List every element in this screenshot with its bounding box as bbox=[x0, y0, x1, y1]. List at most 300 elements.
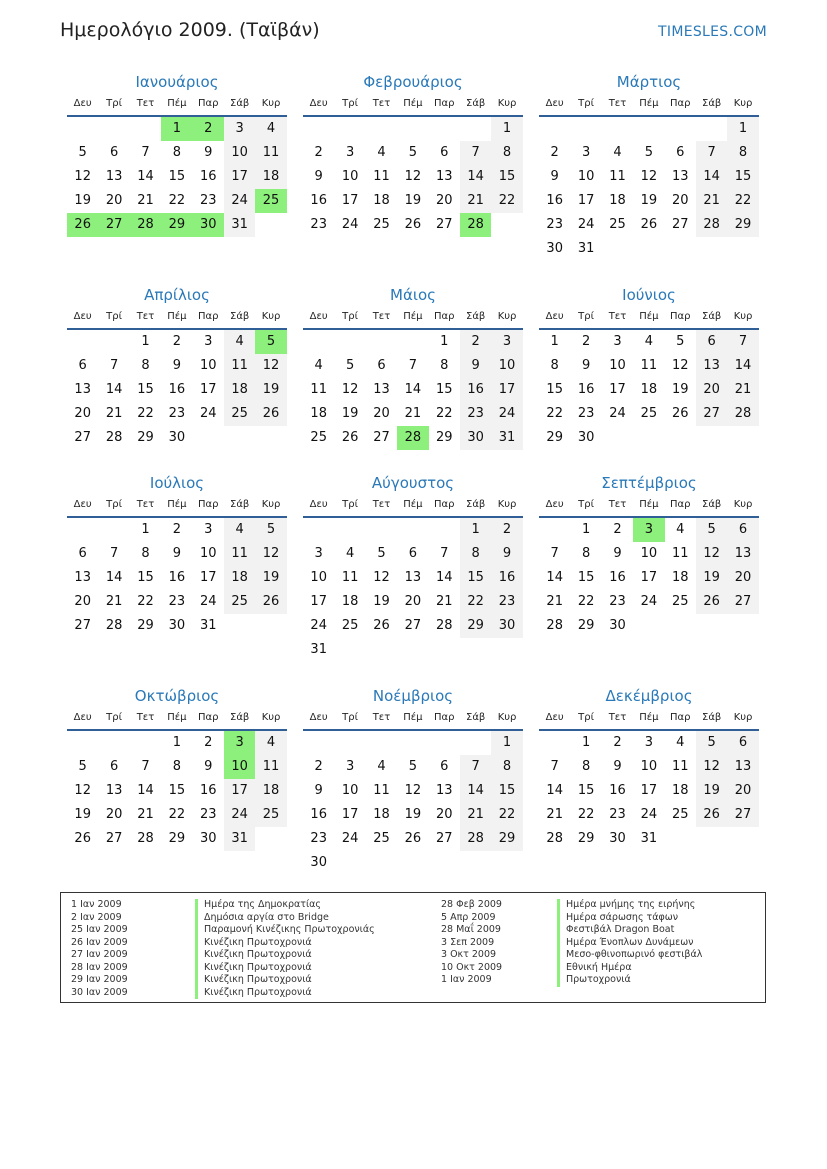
day: 22 bbox=[546, 406, 563, 421]
weekend-day: 13 bbox=[727, 542, 758, 566]
empty-day bbox=[366, 117, 397, 141]
week-row bbox=[303, 378, 523, 402]
weekday-label: Κυρ bbox=[261, 311, 281, 322]
empty-day bbox=[366, 330, 397, 354]
day: 23 bbox=[577, 406, 595, 421]
weekend-day: 23 bbox=[491, 590, 522, 614]
weekend-day: 15 bbox=[460, 566, 491, 590]
empty-day bbox=[366, 518, 397, 542]
day: 2 bbox=[172, 522, 181, 537]
weekend-day: 18 bbox=[224, 566, 255, 590]
weekday-label: Πέμ bbox=[403, 311, 423, 322]
day: 10 bbox=[577, 169, 595, 184]
day: 9 bbox=[172, 358, 181, 373]
day: 8 bbox=[550, 358, 559, 373]
holiday-date: 10 Οκτ 2009 bbox=[441, 961, 503, 973]
day: 20 bbox=[435, 193, 453, 208]
day: 29 bbox=[137, 430, 154, 445]
month-calendar bbox=[539, 685, 759, 851]
day: 15 bbox=[546, 382, 563, 397]
weekend-day: 19 bbox=[696, 779, 727, 803]
empty-day bbox=[727, 614, 758, 638]
weekday-header bbox=[67, 95, 287, 117]
empty-day bbox=[429, 518, 460, 542]
day: 2 bbox=[550, 145, 559, 160]
holiday-date: 27 Ιαν 2009 bbox=[71, 949, 128, 960]
weekend-day: 20 bbox=[727, 779, 758, 803]
month-name: Ιανουάριος bbox=[135, 73, 219, 91]
weekday-label: Τρί bbox=[578, 98, 594, 109]
weekday-label: Δευ bbox=[545, 712, 564, 723]
day: 20 bbox=[435, 807, 453, 822]
day: 17 bbox=[199, 570, 217, 585]
weekend-day: 7 bbox=[460, 755, 491, 779]
day: 21 bbox=[546, 594, 563, 609]
week-row bbox=[539, 803, 759, 827]
weekend-day: 11 bbox=[224, 354, 255, 378]
day: 10 bbox=[640, 546, 658, 561]
weekday-label: Δευ bbox=[309, 712, 328, 723]
day: 27 bbox=[373, 430, 390, 445]
day: 4 bbox=[676, 522, 685, 537]
week-row bbox=[539, 330, 759, 354]
weekend-day: 3 bbox=[491, 330, 522, 354]
day: 11 bbox=[373, 783, 390, 798]
empty-day bbox=[491, 213, 522, 237]
week-row bbox=[67, 779, 287, 803]
week-row bbox=[539, 590, 759, 614]
week-row bbox=[539, 614, 759, 638]
day: 26 bbox=[671, 406, 689, 421]
week-row bbox=[539, 237, 759, 261]
day: 29 bbox=[137, 618, 154, 633]
day: 27 bbox=[435, 831, 453, 846]
day: 13 bbox=[435, 169, 453, 184]
day: 16 bbox=[168, 382, 186, 397]
week-row bbox=[539, 117, 759, 141]
holiday-date: 3 Σεπ 2009 bbox=[441, 936, 495, 948]
weekend-day: 26 bbox=[255, 402, 286, 426]
week-row bbox=[539, 518, 759, 542]
weekend-day: 10 bbox=[224, 141, 255, 165]
day: 6 bbox=[440, 759, 449, 774]
weekend-day: 5 bbox=[696, 731, 727, 755]
weekday-label: Παρ bbox=[670, 499, 691, 510]
empty-day bbox=[397, 117, 428, 141]
weekday-label: Πέμ bbox=[639, 712, 659, 723]
day: 30 bbox=[577, 430, 595, 445]
day: 18 bbox=[373, 193, 390, 208]
weekend-day: 21 bbox=[460, 803, 491, 827]
day: 5 bbox=[408, 759, 417, 774]
weekday-label: Τρί bbox=[342, 499, 358, 510]
day: 7 bbox=[141, 145, 150, 160]
empty-day bbox=[460, 638, 491, 662]
weekend-day: 7 bbox=[696, 141, 727, 165]
weekday-label: Κυρ bbox=[261, 98, 281, 109]
weekday-label: Πέμ bbox=[403, 712, 423, 723]
weekday-label: Κυρ bbox=[733, 499, 753, 510]
empty-day bbox=[303, 518, 334, 542]
month-name: Μάιος bbox=[390, 286, 436, 304]
holiday-date: 26 Ιαν 2009 bbox=[71, 936, 128, 948]
day: 12 bbox=[640, 169, 658, 184]
weekday-label: Πέμ bbox=[639, 98, 659, 109]
day: 26 bbox=[404, 217, 422, 232]
weekend-day: 19 bbox=[255, 378, 286, 402]
weekday-label: Πέμ bbox=[639, 499, 659, 510]
weekday-label: Τρί bbox=[578, 311, 594, 322]
day: 16 bbox=[199, 169, 217, 184]
weekday-label: Σάβ bbox=[702, 98, 722, 109]
holiday-day: 30 bbox=[193, 213, 224, 237]
weekday-label: Τρί bbox=[342, 311, 358, 322]
day: 16 bbox=[310, 193, 327, 208]
week-row bbox=[539, 827, 759, 851]
weekend-day: 8 bbox=[727, 141, 758, 165]
day: 30 bbox=[168, 618, 186, 633]
weekend-day: 19 bbox=[255, 566, 286, 590]
day: 12 bbox=[373, 570, 390, 585]
weekend-day: 11 bbox=[255, 755, 286, 779]
day: 18 bbox=[671, 570, 689, 585]
month-name: Απρίλιος bbox=[144, 286, 210, 304]
holiday-date: 25 Ιαν 2009 bbox=[71, 924, 128, 935]
weekday-label: Δευ bbox=[545, 311, 564, 322]
weekday-header bbox=[539, 496, 759, 518]
day: 4 bbox=[613, 145, 622, 160]
day: 27 bbox=[105, 831, 123, 846]
day: 22 bbox=[137, 406, 154, 421]
weekday-label: Παρ bbox=[434, 712, 455, 723]
empty-day bbox=[602, 117, 633, 141]
day: 13 bbox=[105, 783, 123, 798]
empty-day bbox=[334, 330, 365, 354]
day: 3 bbox=[204, 334, 213, 349]
holiday-name: Μεσο-φθινοπωρινό φεστιβάλ bbox=[557, 949, 702, 962]
weekend-day: 28 bbox=[696, 213, 727, 237]
weekday-label: Κυρ bbox=[733, 98, 753, 109]
weekend-day: 29 bbox=[491, 827, 522, 851]
day: 28 bbox=[137, 831, 154, 846]
weekday-label: Σάβ bbox=[230, 311, 250, 322]
day: 6 bbox=[78, 358, 87, 373]
day: 23 bbox=[199, 193, 217, 208]
weekend-day: 22 bbox=[460, 590, 491, 614]
empty-day bbox=[696, 614, 727, 638]
week-row bbox=[539, 165, 759, 189]
day: 19 bbox=[404, 193, 422, 208]
month-calendar bbox=[539, 284, 759, 450]
day: 18 bbox=[609, 193, 626, 208]
week-row bbox=[539, 731, 759, 755]
day: 10 bbox=[341, 169, 359, 184]
day: 29 bbox=[546, 430, 563, 445]
holiday-name: Κινέζικη Πρωτοχρονιά bbox=[195, 962, 375, 975]
day: 24 bbox=[609, 406, 626, 421]
page-title: Ημερολόγιο 2009. (Ταϊβάν) bbox=[60, 19, 320, 41]
empty-day bbox=[665, 614, 696, 638]
day: 22 bbox=[577, 594, 595, 609]
day: 15 bbox=[577, 783, 595, 798]
empty-day bbox=[696, 426, 727, 450]
weekday-label: Σάβ bbox=[702, 499, 722, 510]
day: 4 bbox=[377, 759, 386, 774]
weekday-label: Κυρ bbox=[497, 311, 517, 322]
day: 10 bbox=[609, 358, 626, 373]
day: 30 bbox=[546, 241, 563, 256]
weekend-day: 28 bbox=[460, 827, 491, 851]
weekday-label: Δευ bbox=[73, 499, 92, 510]
brand-link[interactable]: TIMESLES.COM bbox=[658, 24, 767, 40]
day: 12 bbox=[74, 783, 91, 798]
month-name: Σεπτέμβριος bbox=[601, 474, 697, 492]
day: 16 bbox=[577, 382, 595, 397]
week-row bbox=[539, 141, 759, 165]
day: 16 bbox=[199, 783, 217, 798]
empty-day bbox=[665, 237, 696, 261]
weekday-label: Κυρ bbox=[497, 98, 517, 109]
weekday-label: Δευ bbox=[73, 712, 92, 723]
day: 23 bbox=[609, 594, 626, 609]
day: 2 bbox=[172, 334, 181, 349]
weekend-day: 1 bbox=[491, 117, 522, 141]
day: 6 bbox=[78, 546, 87, 561]
weekday-label: Σάβ bbox=[702, 311, 722, 322]
weekday-label: Δευ bbox=[545, 499, 564, 510]
day: 14 bbox=[137, 783, 154, 798]
weekend-day: 24 bbox=[491, 402, 522, 426]
empty-day bbox=[727, 827, 758, 851]
day: 28 bbox=[435, 618, 453, 633]
weekday-label: Κυρ bbox=[733, 311, 753, 322]
weekend-day: 5 bbox=[255, 518, 286, 542]
empty-day bbox=[98, 117, 129, 141]
empty-day bbox=[633, 237, 664, 261]
week-row bbox=[539, 213, 759, 237]
day: 29 bbox=[577, 618, 595, 633]
empty-day bbox=[633, 614, 664, 638]
day: 2 bbox=[314, 145, 323, 160]
weekend-day: 19 bbox=[696, 566, 727, 590]
weekday-label: Τετ bbox=[136, 311, 155, 322]
weekend-day: 12 bbox=[696, 755, 727, 779]
month-calendar bbox=[539, 71, 759, 261]
day: 3 bbox=[314, 546, 323, 561]
weekday-label: Τετ bbox=[136, 499, 155, 510]
day: 22 bbox=[577, 807, 595, 822]
weekend-day: 8 bbox=[491, 141, 522, 165]
day: 20 bbox=[404, 594, 422, 609]
holiday-date: 28 Ιαν 2009 bbox=[71, 961, 128, 973]
empty-day bbox=[130, 731, 161, 755]
day: 24 bbox=[199, 594, 217, 609]
month-name: Οκτώβριος bbox=[134, 687, 220, 705]
day: 6 bbox=[440, 145, 449, 160]
weekday-header bbox=[539, 709, 759, 731]
day: 2 bbox=[204, 735, 213, 750]
week-row bbox=[67, 542, 287, 566]
day: 2 bbox=[613, 522, 622, 537]
day: 28 bbox=[105, 430, 123, 445]
weekend-day: 31 bbox=[224, 213, 255, 237]
empty-day bbox=[602, 426, 633, 450]
day: 7 bbox=[109, 358, 119, 373]
holiday-name: Ημέρα μνήμης της ειρήνης bbox=[557, 899, 702, 912]
day: 13 bbox=[105, 169, 123, 184]
empty-day bbox=[491, 851, 522, 875]
weekend-day: 20 bbox=[727, 566, 758, 590]
day: 23 bbox=[168, 594, 186, 609]
day: 4 bbox=[377, 145, 386, 160]
day: 19 bbox=[404, 807, 422, 822]
weekday-header bbox=[303, 308, 523, 330]
empty-day bbox=[98, 518, 129, 542]
week-row bbox=[67, 165, 287, 189]
day: 21 bbox=[137, 807, 154, 822]
day: 25 bbox=[341, 618, 359, 633]
holiday-date: 30 Ιαν 2009 bbox=[71, 986, 128, 998]
weekend-day: 8 bbox=[491, 755, 522, 779]
day: 16 bbox=[609, 783, 626, 798]
weekend-day: 10 bbox=[491, 354, 522, 378]
day: 9 bbox=[314, 783, 323, 798]
weekend-day: 14 bbox=[460, 165, 491, 189]
holiday-day: 26 bbox=[67, 213, 98, 237]
day: 28 bbox=[546, 831, 563, 846]
day: 17 bbox=[640, 570, 658, 585]
holiday-day: 27 bbox=[98, 213, 129, 237]
weekday-label: Σάβ bbox=[466, 499, 486, 510]
day: 31 bbox=[199, 618, 217, 633]
weekday-header bbox=[303, 496, 523, 518]
empty-day bbox=[130, 117, 161, 141]
weekend-day: 24 bbox=[224, 803, 255, 827]
day: 24 bbox=[640, 807, 658, 822]
holiday-name: Ημέρα σάρωσης τάφων bbox=[557, 912, 702, 925]
holiday-day: 28 bbox=[397, 426, 428, 450]
weekday-label: Κυρ bbox=[733, 712, 753, 723]
week-row bbox=[303, 165, 523, 189]
week-row bbox=[67, 213, 287, 237]
weekend-day: 26 bbox=[696, 590, 727, 614]
day: 14 bbox=[435, 570, 453, 585]
week-row bbox=[303, 614, 523, 638]
weekday-label: Παρ bbox=[198, 98, 219, 109]
week-row bbox=[303, 426, 523, 450]
weekday-label: Δευ bbox=[545, 98, 564, 109]
day: 20 bbox=[671, 193, 689, 208]
day: 8 bbox=[141, 546, 150, 561]
week-row bbox=[67, 141, 287, 165]
week-row bbox=[303, 542, 523, 566]
month-name: Αύγουστος bbox=[371, 474, 455, 492]
holiday-name: Ημέρα Ένοπλων Δυνάμεων bbox=[557, 937, 702, 950]
empty-day bbox=[255, 827, 286, 851]
weekday-label: Δευ bbox=[73, 311, 92, 322]
weekend-day: 17 bbox=[491, 378, 522, 402]
day: 10 bbox=[640, 759, 658, 774]
holiday-day: 25 bbox=[255, 189, 286, 213]
weekday-label: Σάβ bbox=[230, 712, 250, 723]
month-calendar bbox=[67, 472, 287, 638]
day: 23 bbox=[168, 406, 186, 421]
empty-day bbox=[539, 117, 570, 141]
day: 25 bbox=[671, 807, 689, 822]
day: 13 bbox=[74, 382, 91, 397]
month-calendar bbox=[303, 685, 523, 875]
holiday-day: 28 bbox=[460, 213, 491, 237]
day: 31 bbox=[640, 831, 658, 846]
week-row bbox=[67, 614, 287, 638]
weekend-day: 14 bbox=[727, 354, 758, 378]
weekday-label: Τρί bbox=[578, 499, 594, 510]
holiday-date: 28 Μαΐ 2009 bbox=[441, 924, 501, 935]
weekend-day: 23 bbox=[460, 402, 491, 426]
day: 26 bbox=[341, 430, 359, 445]
empty-day bbox=[460, 731, 491, 755]
empty-day bbox=[397, 518, 428, 542]
day: 29 bbox=[577, 831, 595, 846]
day: 15 bbox=[435, 382, 453, 397]
holiday-date: 1 Ιαν 2009 bbox=[71, 899, 122, 910]
weekend-day: 4 bbox=[224, 518, 255, 542]
empty-day bbox=[397, 638, 428, 662]
day: 5 bbox=[644, 145, 653, 160]
day: 25 bbox=[640, 406, 658, 421]
day: 13 bbox=[373, 382, 390, 397]
holiday-name: Εθνική Ημέρα bbox=[557, 962, 702, 975]
weekend-day: 12 bbox=[255, 354, 286, 378]
day: 17 bbox=[341, 193, 359, 208]
day: 12 bbox=[404, 783, 422, 798]
weekend-day: 1 bbox=[460, 518, 491, 542]
empty-day bbox=[696, 827, 727, 851]
day: 5 bbox=[408, 145, 417, 160]
day: 14 bbox=[546, 570, 563, 585]
day: 17 bbox=[640, 783, 658, 798]
empty-day bbox=[633, 117, 664, 141]
weekend-day: 3 bbox=[224, 117, 255, 141]
day: 29 bbox=[168, 831, 186, 846]
day: 30 bbox=[609, 618, 626, 633]
day: 15 bbox=[137, 382, 154, 397]
day: 23 bbox=[310, 831, 327, 846]
day: 11 bbox=[341, 570, 359, 585]
day: 9 bbox=[314, 169, 323, 184]
weekend-day: 27 bbox=[727, 590, 758, 614]
empty-day bbox=[67, 731, 98, 755]
weekday-label: Πέμ bbox=[167, 499, 187, 510]
day: 21 bbox=[137, 193, 154, 208]
holiday-date: 2 Ιαν 2009 bbox=[71, 911, 122, 923]
weekend-day: 12 bbox=[696, 542, 727, 566]
weekend-day: 14 bbox=[696, 165, 727, 189]
day: 27 bbox=[74, 618, 91, 633]
weekend-day: 24 bbox=[224, 189, 255, 213]
day: 9 bbox=[172, 546, 181, 561]
day: 1 bbox=[581, 735, 591, 750]
day: 7 bbox=[550, 546, 559, 561]
weekday-label: Τετ bbox=[608, 712, 627, 723]
day: 1 bbox=[141, 334, 150, 349]
day: 21 bbox=[105, 406, 123, 421]
day: 6 bbox=[109, 759, 119, 774]
weekday-label: Δευ bbox=[309, 98, 328, 109]
week-row bbox=[539, 378, 759, 402]
day: 18 bbox=[341, 594, 359, 609]
day: 18 bbox=[671, 783, 689, 798]
